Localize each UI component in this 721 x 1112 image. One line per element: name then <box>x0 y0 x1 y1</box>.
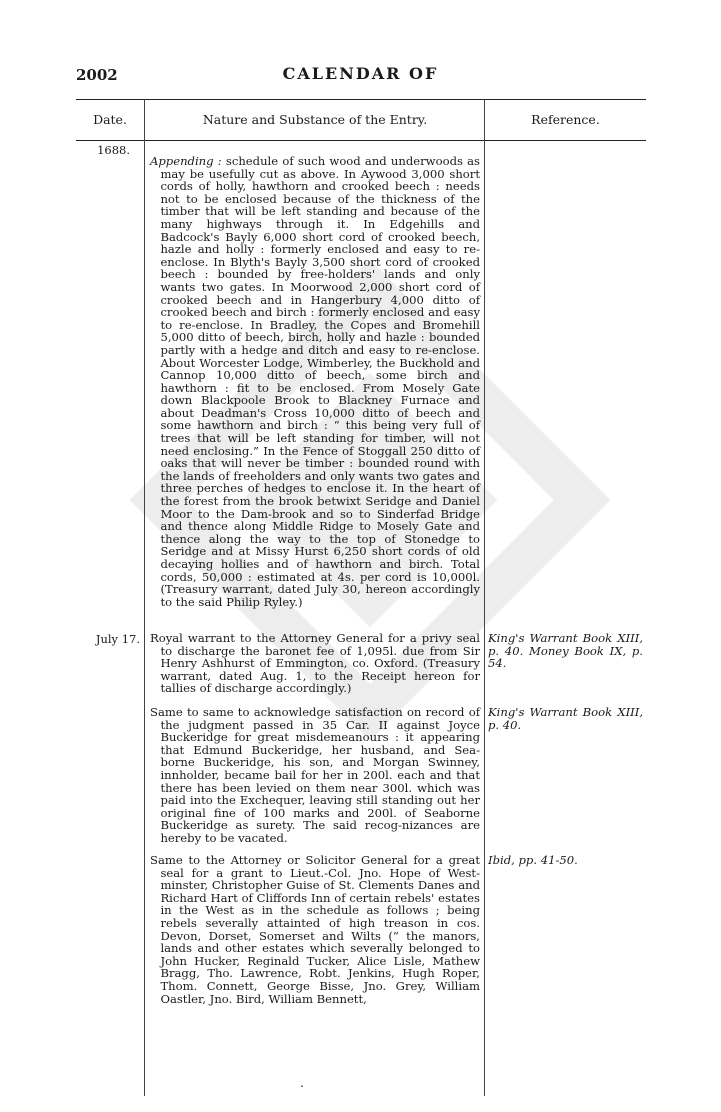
top-rule <box>76 99 646 100</box>
page-number: 2002 <box>76 66 118 84</box>
entry-date: July 17. <box>95 632 140 646</box>
entry-reference <box>488 854 643 867</box>
entry-text: Same to same to acknowledge satisfaction on record of the judgment passed in 35 Car. II against Joyce Buckeridge for great misdemeanours : it appearing that Edmund Buckeridge, her husband, and Sea-borne Buckeridge, his son, and Morgan Swinney, innholder, became bail for her in 200l. each and that there has been levied on them near 300l. which was paid into the Exchequer, leaving still standing out her original fine of 100 marks and 200l. of Seaborne Buckeridge as surety. The said recog-nizances are hereby to be vacated. <box>150 705 480 845</box>
header-nature: Nature and Substance of the Entry. <box>202 112 428 127</box>
entry-text: Same to the Attorney or Solicitor General for a great seal for a grant to Lieut.-Col. Jno. Hope of West-minster, Christopher Guise of St. Clements Danes and Richard Hart of Cliffords Inn of certain rebels' estates in the West as in the schedule as follows ; being rebels severally attainted of high treason in cos. Devon, Dorset, Somerset and Wilts (“ the manors, lands and other estates which severally belonged to John Hucker, Reginald Tucker, Alice Lisle, Mathew Bragg, Tho. Lawrence, Robt. Jenkins, Hugh Roper, Thom. Connett, George Bisse, Jno. Grey, William Oastler, Jno. Bird, William Bennett, <box>150 853 480 1006</box>
entry-lead: Appending : <box>150 154 222 168</box>
column-divider-right <box>484 99 485 1096</box>
header-reference: Reference. <box>531 112 600 127</box>
entry-royal-warrant <box>150 632 480 695</box>
header-rule <box>76 140 646 141</box>
running-title: CALENDAR OF <box>282 64 439 83</box>
entry-reference <box>488 706 643 731</box>
entry-buckeridge <box>150 706 480 845</box>
year-label: 1688. <box>97 143 130 157</box>
entry-text: schedule of such wood and underwoods as may be usefully cut as above. In Aywood 3,000 short cords of holly, hawthorn and crooked beech : needs not to be enclosed because of the thickness of the timber that will be left standing and because of the many highways through it. In Edgehills and Badcock's Bayly 6,000 short cord of crooked beech, hazle and holly : formerly enclosed and easy to re-enclose. In Blyth's Bayly 3,500 short cord of crooked beech : bounded by free-holders' lands and only wants two gates. In Moorwood 2,000 short cord of crooked beech and in Hangerbury 4,000 ditto of crooked beech and birch : formerly enclosed and easy to re-enclose. In Bradley, the Copes and Bromehill 5,000 ditto of beech, birch, holly and hazle : bounded partly with a hedge and ditch and easy to re-enclose. About Worcester Lodge, Wimberley, the Buckhold and Cannop 10,000 ditto of beech, some birch and hawthorn : fit to be enclosed. From Mosely Gate down Blackpoole Brook to Blackney Furnace and about Deadman's Cross 10,000 ditto of beech and some hawthorn and birch : “ this being very full of trees that will be left standing for timber, will not need enclosing.” In the Fence of Stoggall 250 ditto of oaks that will never be timber : bounded round with the lands of freeholders and only wants two gates and three perches of hedges to enclose it. In the heart of the forest from the brook betwixt Seridge and Daniel Moor to the Dam-brook and so to Sinderfad Bridge and thence along Middle Ridge to Mosely Gate and thence along the way to the top of Stonedge to Seridge and at Missy Hurst 6,250 short cords of old decaying hollies and of hawthorn and birch. Total cords, 50,000 : estimated at 4s. per cord is 10,000l. (Treasury warrant, dated July 30, hereon accordingly to the said Philip Ryley.) <box>160 154 481 609</box>
entry-appending <box>150 155 480 608</box>
reference-text: Ibid, pp. 41-50. <box>488 853 578 867</box>
reference-text: King's Warrant Book XIII, p. 40. Money Book IX, p. 54. <box>488 631 643 671</box>
entry-reference <box>488 632 643 670</box>
reference-text: King's Warrant Book XIII, p. 40. <box>488 705 643 732</box>
column-divider-left <box>144 99 145 1096</box>
header-date: Date. <box>93 112 127 127</box>
footer-mark: . <box>300 1076 304 1090</box>
entry-text: Royal warrant to the Attorney General for a privy seal to discharge the baronet fee of 1,095l. due from Sir Henry Ashhurst of Emmington, co. Oxford. (Treasury warrant, dated Aug. 1, to the Receipt hereon for tallies of discharge accordingly.) <box>150 631 480 696</box>
entry-great-seal-grant <box>150 854 480 1005</box>
